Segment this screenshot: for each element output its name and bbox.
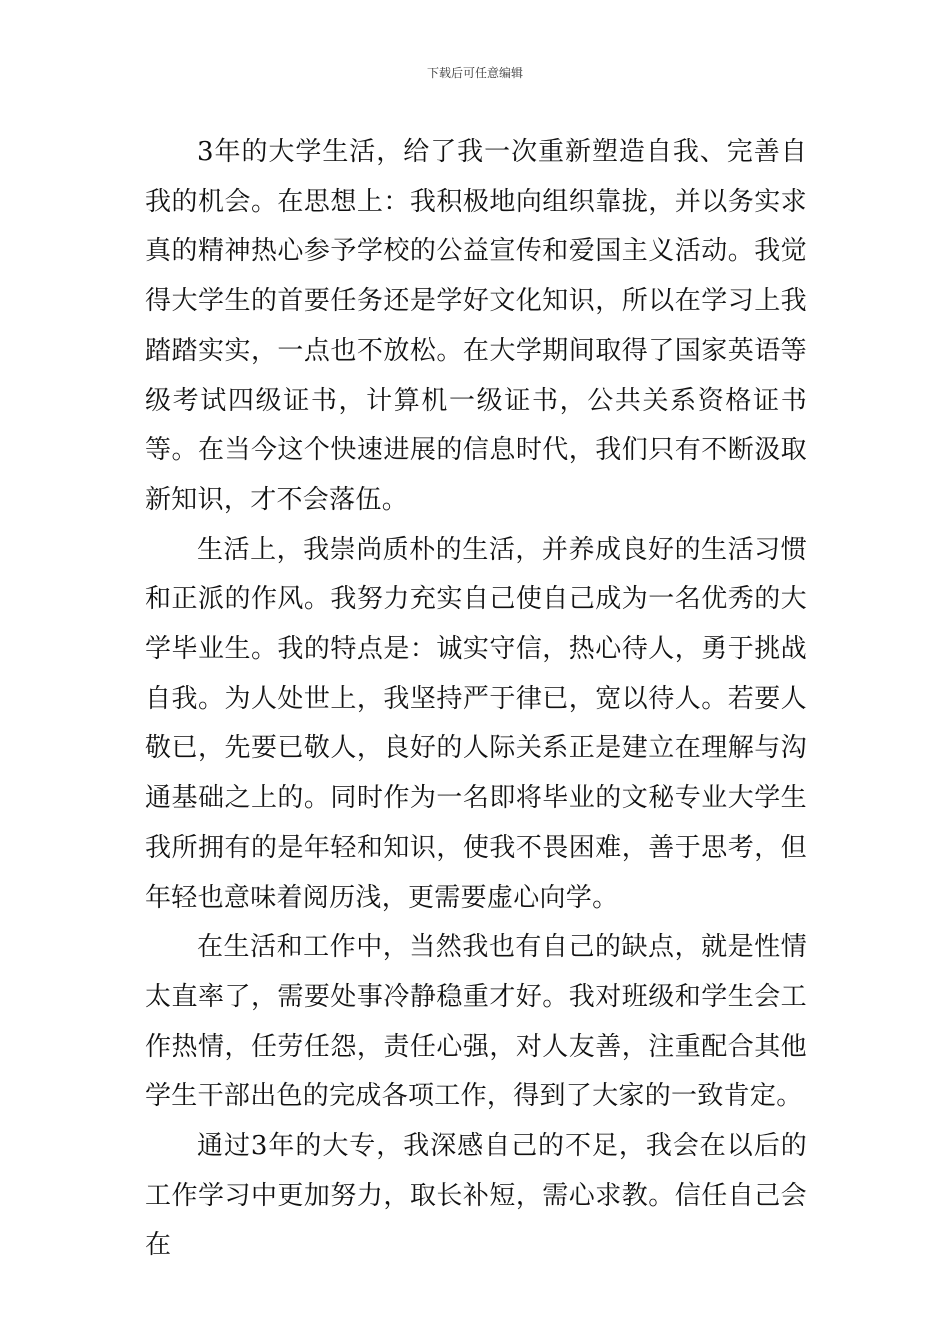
- paragraph-life-character: 生活上，我崇尚质朴的生活，并养成良好的生活习惯和正派的作风。我努力充实自己使自己成为一名优秀的大学毕业生。我的特点是：诚实守信，热心待人，勇于挑战自我。为人处世上，我坚持严于律已，宽以待人。若要人敬已，先要已敬人，良好的人际关系正是建立在理解与沟通基础之上的。同时作为一名即将毕业的文秘专业大学生我所拥有的是年轻和知识，使我不畏困难，善于思考，但年轻也意味着阅历浅，更需要虚心向学。: [145, 534, 807, 913]
- paragraph-shortcomings-work: 在生活和工作中，当然我也有自己的缺点，就是性情太直率了，需要处事冷静稳重才好。我对班级和学生会工作热情，任劳任怨，责任心强，对人友善，注重配合其他学生干部出色的完成各项工作，得到了大家的一致肯定。: [145, 932, 807, 1112]
- paragraph-thoughts-study: 3年的大学生活，给了我一次重新塑造自我、完善自我的机会。在思想上：我积极地向组织靠拢，并以务实求真的精神热心参予学校的公益宣传和爱国主义活动。我觉得大学生的首要任务还是学好文化知识，所以在学习上我踏踏实实，一点也不放松。在大学期间取得了国家英语等级考试四级证书，计算机一级证书，公共关系资格证书等。在当今这个快速进展的信息时代，我们只有不断汲取新知识，才不会落伍。: [145, 137, 807, 515]
- document-body: [145, 128, 807, 1271]
- paragraph-conclusion: 通过3年的大专，我深感自己的不足，我会在以后的工作学习中更加努力，取长补短，需心求教。信任自己会在: [145, 1131, 807, 1261]
- page-header: 下载后可任意编辑: [426, 66, 523, 80]
